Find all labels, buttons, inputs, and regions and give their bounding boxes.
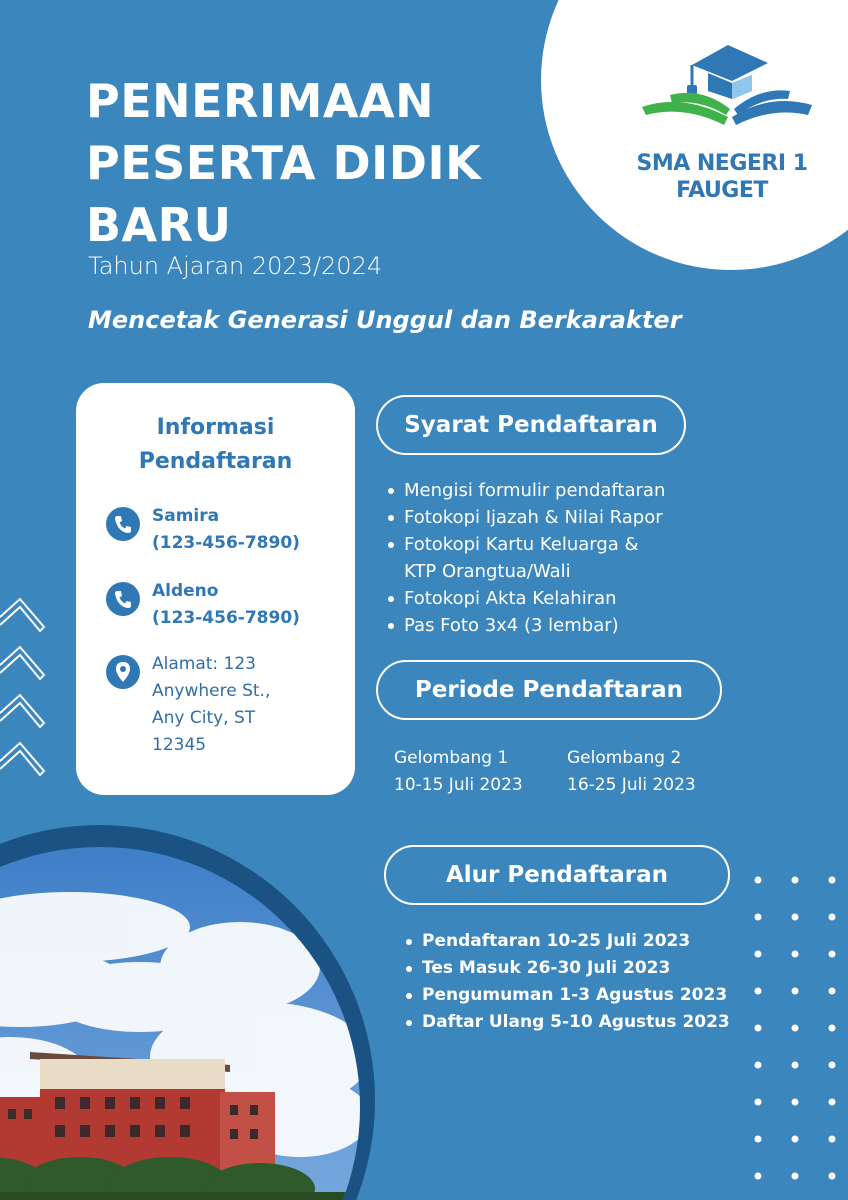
title-line-2: PESERTA DIDIK xyxy=(86,136,482,190)
title-line-3: BARU xyxy=(86,198,232,252)
flow-heading: Alur Pendaftaran xyxy=(384,845,730,905)
graduation-cap-book-icon xyxy=(640,35,815,135)
tagline: Mencetak Generasi Unggul dan Berkarakter xyxy=(88,306,682,334)
wave-dates: 10-15 Juli 2023 xyxy=(394,775,523,795)
wave-2 xyxy=(567,745,696,799)
requirements-heading: Syarat Pendaftaran xyxy=(376,395,686,455)
address-line-1: Alamat: 123 xyxy=(152,654,256,674)
page-title xyxy=(86,70,481,256)
contact-text xyxy=(152,503,300,557)
list-item-text: Fotokopi Akta Kelahiran xyxy=(404,588,617,609)
list-item-text: KTP Orangtua/Wali xyxy=(404,561,571,582)
address-line-2: Anywhere St., xyxy=(152,681,271,701)
phone-icon xyxy=(106,507,140,541)
wave-label: Gelombang 1 xyxy=(394,748,509,768)
school-building-photo xyxy=(0,847,360,1200)
school-name xyxy=(612,150,832,204)
school-name-line-1: SMA NEGERI 1 xyxy=(636,151,808,176)
list-item-text: Fotokopi Ijazah & Nilai Rapor xyxy=(404,507,663,528)
list-item: Daftar Ulang 5-10 Agustus 2023 xyxy=(404,1009,730,1036)
academic-year-subtitle: Tahun Ajaran 2023/2024 xyxy=(88,252,383,280)
list-item-text: Mengisi formulir pendaftaran xyxy=(404,480,666,501)
contact-name: Samira xyxy=(152,506,220,526)
list-item: Pendaftaran 10-25 Juli 2023 xyxy=(404,928,730,955)
address-line-4: 12345 xyxy=(152,735,207,755)
flow-list xyxy=(404,928,730,1036)
school-name-line-2: FAUGET xyxy=(676,178,768,203)
address-line-3: Any City, ST xyxy=(152,708,256,728)
list-item xyxy=(386,531,665,585)
list-item-text: Fotokopi Kartu Keluarga & xyxy=(404,534,639,555)
requirements-list xyxy=(386,477,665,639)
chevrons-decoration-icon xyxy=(0,595,46,795)
dots-decoration-icon xyxy=(750,870,848,1200)
list-item: Tes Masuk 26-30 Juli 2023 xyxy=(404,955,730,982)
phone-icon xyxy=(106,582,140,616)
wave-label: Gelombang 2 xyxy=(567,748,682,768)
info-title-line-1: Informasi xyxy=(156,415,275,440)
location-pin-icon xyxy=(106,655,140,689)
list-item: Pengumuman 1-3 Agustus 2023 xyxy=(404,982,730,1009)
contact-name: Aldeno xyxy=(152,581,219,601)
info-title-line-2: Pendaftaran xyxy=(138,449,293,474)
list-item xyxy=(386,477,665,504)
title-line-1: PENERIMAAN xyxy=(86,74,435,128)
address-text xyxy=(152,651,270,759)
contact-phone: (123-456-7890) xyxy=(152,608,300,628)
info-card xyxy=(76,383,355,795)
wave-dates: 16-25 Juli 2023 xyxy=(567,775,696,795)
list-item xyxy=(386,504,665,531)
contact-text xyxy=(152,578,300,632)
info-card-title xyxy=(76,411,355,479)
list-item-text: Pas Foto 3x4 (3 lembar) xyxy=(404,615,619,636)
list-item xyxy=(386,585,665,612)
period-heading: Periode Pendaftaran xyxy=(376,660,722,720)
wave-1 xyxy=(394,745,523,799)
list-item xyxy=(386,612,665,639)
contact-phone: (123-456-7890) xyxy=(152,533,300,553)
